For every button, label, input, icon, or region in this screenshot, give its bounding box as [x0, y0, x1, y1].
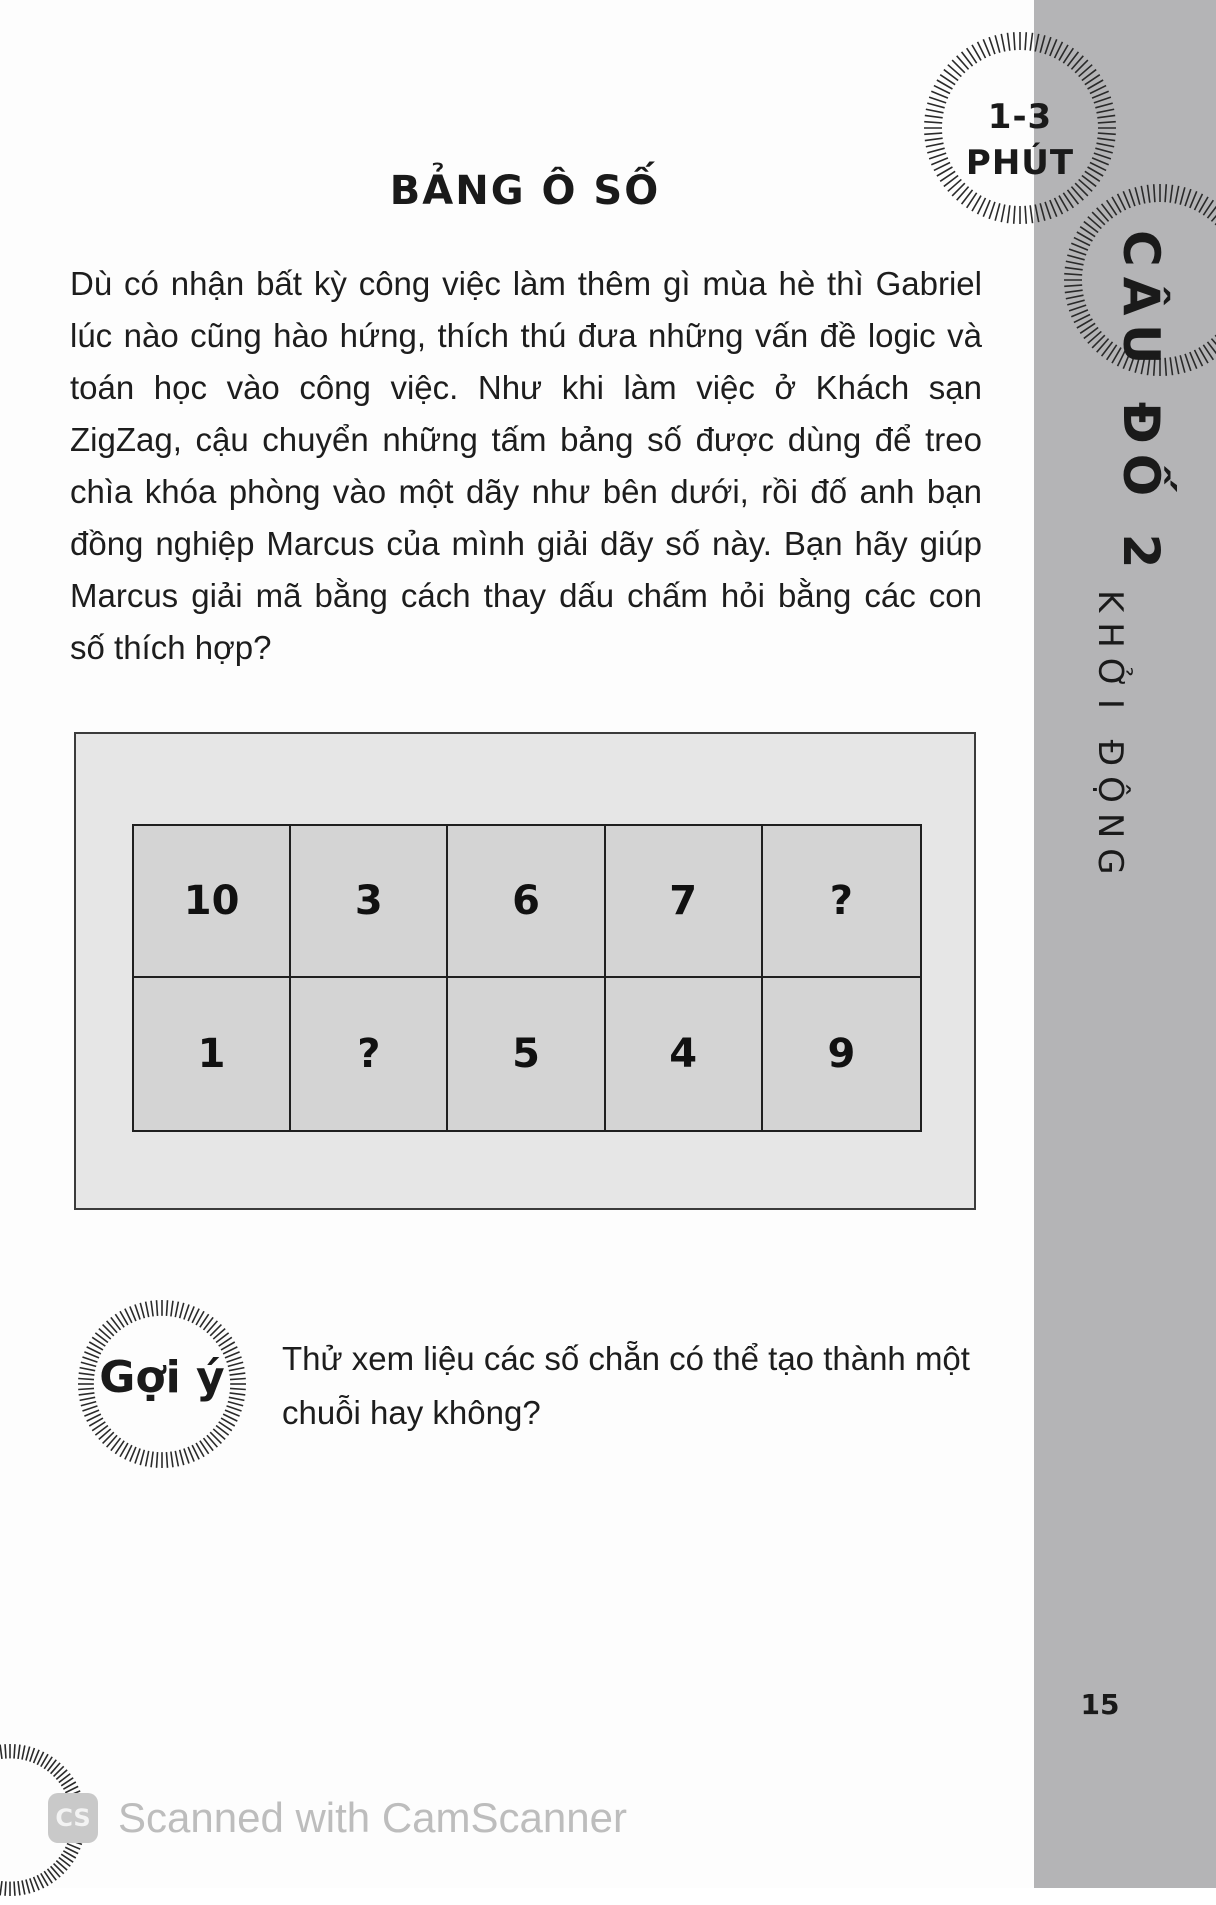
scanner-watermark-text: Scanned with CamScanner	[118, 1794, 627, 1841]
grid-cell-r2-c1: 1	[134, 978, 291, 1130]
hint-label: Gợi ý	[99, 1352, 225, 1403]
grid-cell-r1-c3: 6	[448, 826, 605, 978]
time-line-1: 1-3	[987, 97, 1053, 137]
section-title-vertical: CÂU ĐỐ 2	[1112, 230, 1170, 579]
grid-cell-r2-c4: 4	[606, 978, 763, 1130]
hint-badge	[74, 1296, 250, 1472]
hint-text: Thử xem liệu các số chẵn có thể tạo thành một chuỗi hay không?	[282, 1340, 970, 1431]
grid-cell-r2-c2: ?	[291, 978, 448, 1130]
grid-cell-r2-c5: 9	[763, 978, 920, 1130]
grid-cell-r1-c1: 10	[134, 826, 291, 978]
grid-cell-r1-c2: 3	[291, 826, 448, 978]
section-subtitle-vertical: KHỞI ĐỘNG	[1090, 590, 1130, 885]
scanner-watermark	[48, 1790, 627, 1846]
camscanner-logo-icon: CS	[48, 1793, 98, 1843]
page-title: BẢNG Ô SỐ	[389, 168, 661, 214]
grid-cell-r1-c5: ?	[763, 826, 920, 978]
number-grid	[132, 824, 922, 1132]
page-number: 15	[1080, 1688, 1120, 1721]
puzzle-description: Dù có nhận bất kỳ công việc làm thêm gì mùa hè thì Gabriel lúc nào cũng hào hứng, thích thú đưa những vấn đề logic và toán học vào công việc. Như khi làm việc ở Khách sạn ZigZag, cậu chuyển những tấm bảng số được dùng để treo chìa khóa phòng vào một dãy như bên dưới, rồi đố anh bạn đồng nghiệp Marcus của mình giải dãy số này. Bạn hãy giúp Marcus giải mã bằng cách thay dấu chấm hỏi bằng các con số thích hợp?	[70, 265, 982, 666]
grid-cell-r1-c4: 7	[606, 826, 763, 978]
grid-cell-r2-c3: 5	[448, 978, 605, 1130]
puzzle-frame	[74, 732, 976, 1210]
time-line-2: PHÚT	[965, 143, 1075, 183]
time-badge-text	[920, 94, 1120, 186]
